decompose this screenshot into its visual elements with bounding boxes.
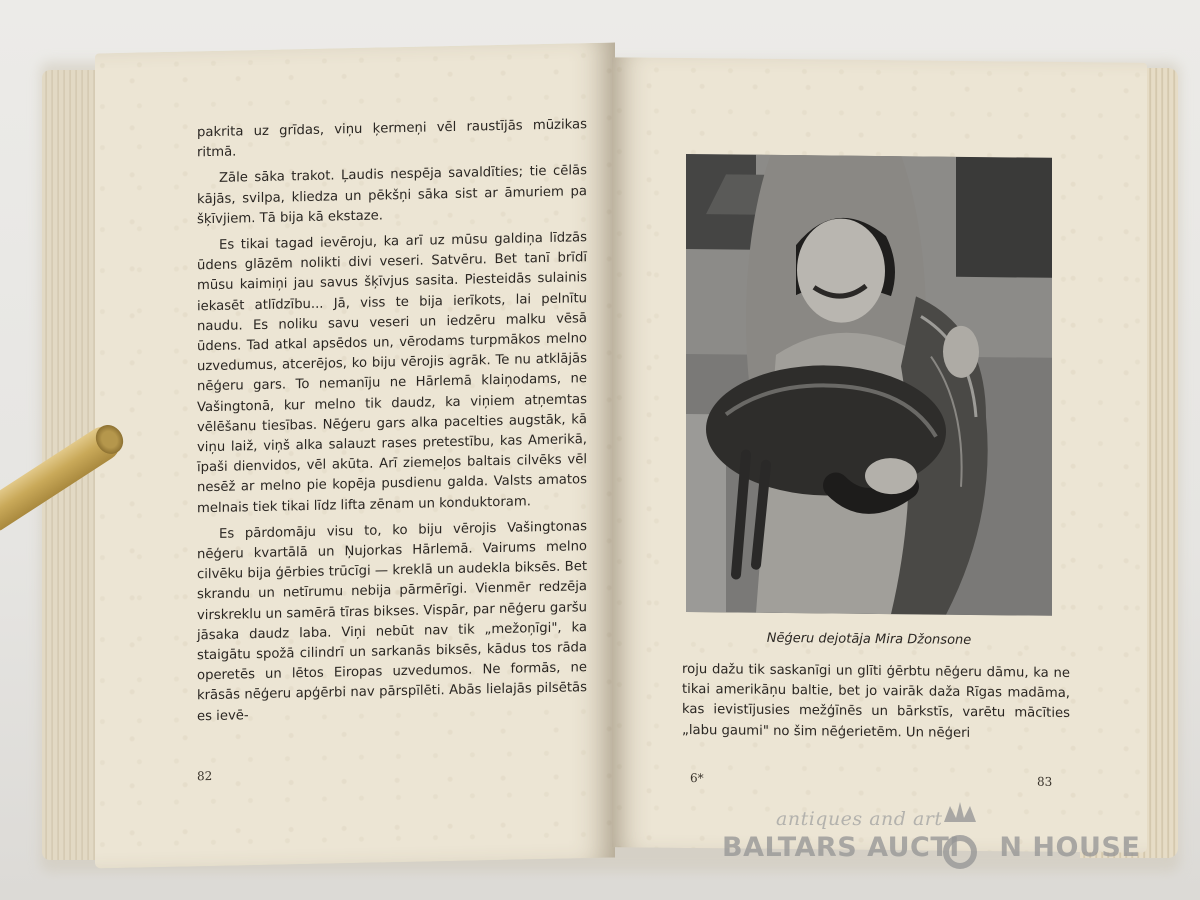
signature-mark: 6* — [690, 771, 704, 786]
crown-logo-icon — [940, 796, 980, 876]
left-paragraph-4: Es pārdomāju visu to, ko biju vērojis Vašingtonas nēģeru kvartālā un Ņujorkas Hārlemā. Vairums melno cilvēku bija ģērbies trūcīgi — kreklā un audekla biksēs. Bet skrandu un netīrumu nebija pārmērīgi. Vienmēr redzēja virskreklu un samērā tīras bikses. Vispār, par nēģeru garšu jāsaka daudz laba. Viņi nebūt nav tik „mežoņīgi", ka staigātu spožā cilindrī un sarkanās biksēs, kādus tos rāda operetēs un lētos Eiropas uzvedumos. Ne formās, ne krāsās nēģeru apģērbi nav pārspīlēti. Abās lielajās pilsētās es ievē- — [197, 518, 587, 724]
photo-caption: Nēģeru dejotāja Mira Džonsone — [766, 630, 972, 648]
right-paragraph: roju dažu tik saskanīgi un glīti ģērbtu nēģeru dāmu, ka ne tikai amerikāņu baltie, bet jo vairāk daža Rīgas madāma, kas ievistījusies mežģīnēs un bārkstīs, varētu mācīties „labu gaumi" no šim nēģerietēm. Un nēģeri — [682, 661, 1070, 741]
left-page-number: 82 — [197, 768, 213, 784]
left-paragraph-2: Zāle sāka trakot. Ļaudis nespēja savaldīties; tie cēlās kājās, svilpa, kliedza un pēkšņi sāka sist ar āmuriem pa šķīvjiem. Tā bija kā ekstaze. — [197, 163, 587, 228]
left-paragraph-1: pakrita uz grīdas, viņu ķermeņi vēl raustījās mūzikas ritmā. — [197, 117, 587, 161]
left-page-text — [197, 115, 587, 727]
dancer-photo — [686, 154, 1052, 616]
watermark-tagline: antiques and art — [776, 808, 943, 830]
right-page — [612, 57, 1147, 853]
right-page-number: 83 — [1037, 774, 1053, 789]
watermark-title: BALTARS AUCTI N HOUSE — [722, 832, 1141, 863]
left-page — [95, 43, 615, 869]
left-paragraph-3: Es tikai tagad ievēroju, ka arī uz mūsu galdiņa līdzās ūdens glāzēm nolikti divi veseri. Satvēru. Bet tanī brīdī mūsu kaimiņi jau savus šķīvjus sasita. Piesteidās sulainis iekasēt atlīdzību... Jā, viss te bija ierīkots, lai pelnītu naudu. Es noliku savu veseri un iedzēru malku vēsā ūdens. Tad atkal apsēdos un, vērodams turpmākos melno uzvedumus, atcerējos, ko biju vērojis agrāk. Te nu atklājās nēģeru gars. To nemanīju ne Hārlemā klaiņodams, ne Vašingtonā, kur melno tik daudz, ka viņiem atņemtas vēlēšanu tiesības. Nēģeru gars alka pacelties augstāk, kā viņu laiž, viņš alka salauzt rases pretestību, kas Amerikā, īpaši dienvidos, vēl akūta. Arī ziemeļos baltais cilvēks vēl nesēž ar melno pie kopēja pusdienu galda. Valsts amatos melnais tiek tikai līdz lifta zēnam un konduktoram. — [197, 230, 587, 516]
right-page-text — [682, 660, 1070, 745]
